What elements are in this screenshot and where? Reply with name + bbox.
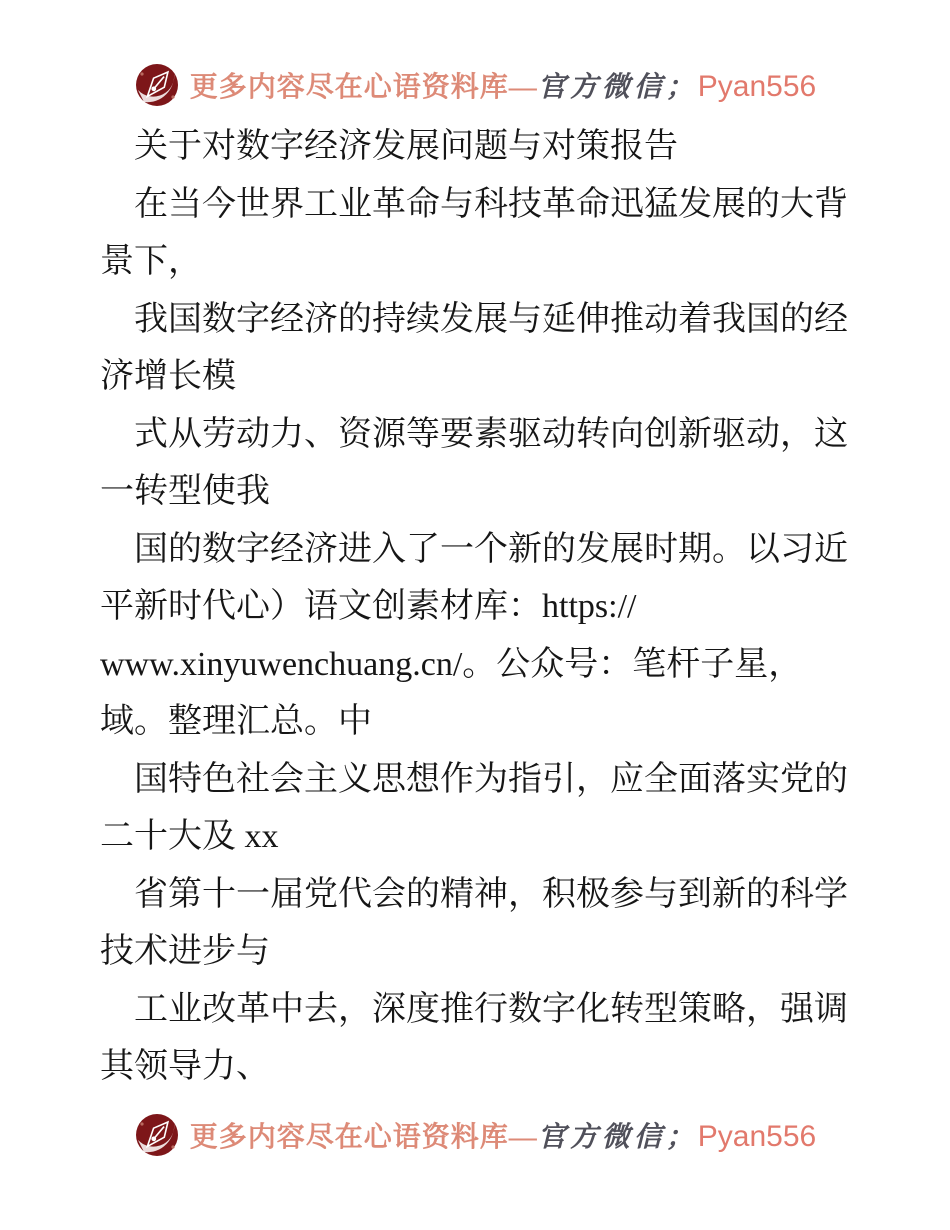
body-line: 我国数字经济的持续发展与延伸推动着我国的经 xyxy=(134,300,848,338)
body-line: 省第十一届党代会的精神，积极参与到新的科学 xyxy=(134,875,848,913)
body-line: 其领导力、 xyxy=(100,1048,270,1085)
document-title: 关于对数字经济发展问题与对策报告 xyxy=(134,128,678,165)
pen-nib-logo-icon xyxy=(134,62,180,108)
body-line: 技术进步与 xyxy=(100,933,270,970)
body-line: 式从劳动力、资源等要素驱动转向创新驱动，这 xyxy=(134,415,848,453)
body-line: 景下， xyxy=(100,243,202,280)
header-wechat-label: 官方微信； xyxy=(537,70,698,103)
body-line: 一转型使我 xyxy=(100,473,270,510)
body-line: 平新时代心）语文创素材库：https:// xyxy=(100,588,637,625)
body-line: 在当今世界工业革命与科技革命迅猛发展的大背 xyxy=(134,185,848,223)
footer-watermark-text xyxy=(190,1115,816,1155)
body-line: 国的数字经济进入了一个新的发展时期。以习近 xyxy=(134,530,848,568)
body-line: 济增长模 xyxy=(100,358,236,395)
header-watermark xyxy=(0,62,950,108)
footer-watermark xyxy=(0,1112,950,1158)
pen-nib-logo-icon xyxy=(134,1112,180,1158)
body-line: 工业改革中去，深度推行数字化转型策略，强调 xyxy=(134,990,848,1028)
header-library-text: 更多内容尽在心语资料库— xyxy=(189,72,538,103)
footer-wechat-label: 官方微信； xyxy=(537,1120,698,1153)
body-line: 域。整理汇总。中 xyxy=(100,703,372,740)
header-watermark-text xyxy=(190,65,816,105)
body-line: 二十大及 xx xyxy=(100,818,279,855)
document-content xyxy=(100,118,860,1096)
footer-library-text: 更多内容尽在心语资料库— xyxy=(189,1122,538,1153)
footer-wechat-id: Pyan556 xyxy=(697,1120,817,1153)
header-wechat-id: Pyan556 xyxy=(697,70,817,103)
body-line: 国特色社会主义思想作为指引，应全面落实党的 xyxy=(134,760,848,798)
body-line: www.xinyuwenchuang.cn/。公众号：笔杆子星， xyxy=(100,645,803,683)
